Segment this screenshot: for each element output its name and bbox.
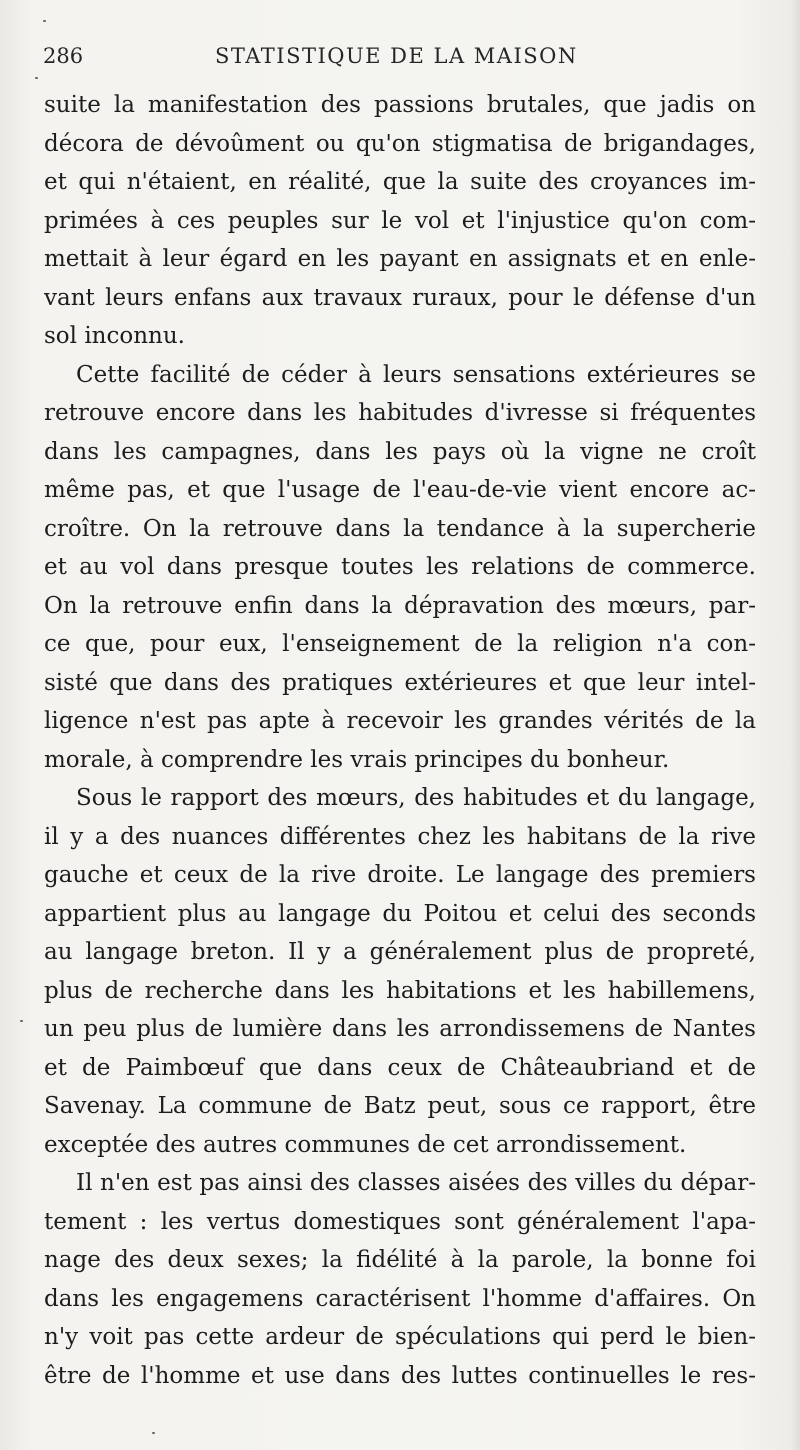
text-line: ligence n'est pas apte à recevoir les grandes vérités de la bbox=[44, 708, 756, 734]
text-line: mettait à leur égard en les payant en assignats et en enle- bbox=[44, 246, 756, 272]
ink-speck bbox=[43, 20, 46, 22]
text-line: gauche et ceux de la rive droite. Le langage des premiers bbox=[44, 862, 756, 888]
page-number: 286 bbox=[43, 44, 84, 68]
paragraph-first-line: Il n'en est pas ainsi des classes aisées des villes du dépar- bbox=[76, 1170, 756, 1196]
text-line: nage des deux sexes; la fidélité à la parole, la bonne foi bbox=[44, 1247, 756, 1273]
text-line: morale, à comprendre les vrais principes du bonheur. bbox=[44, 746, 670, 773]
text-line: sol inconnu. bbox=[44, 323, 185, 349]
ink-speck bbox=[35, 77, 38, 79]
text-line: suite la manifestation des passions brutales, que jadis on bbox=[44, 92, 756, 118]
text-line: être de l'homme et use dans des luttes continuelles le res- bbox=[44, 1362, 756, 1389]
text-line: un peu plus de lumière dans les arrondissemens de Nantes bbox=[44, 1016, 756, 1042]
ink-speck bbox=[20, 1020, 23, 1022]
running-head: STATISTIQUE DE LA MAISON bbox=[215, 44, 578, 68]
text-line: retrouve encore dans les habitudes d'ivresse si fréquentes bbox=[44, 400, 756, 426]
text-line: dans les campagnes, dans les pays où la vigne ne croît bbox=[44, 438, 756, 465]
text-line: exceptée des autres communes de cet arrondissement. bbox=[44, 1131, 687, 1158]
text-line: décora de dévoûment ou qu'on stigmatisa de brigandages, bbox=[44, 130, 756, 157]
text-line: On la retrouve enfin dans la dépravation des mœurs, par- bbox=[44, 592, 756, 619]
paragraph-first-line: Cette facilité de céder à leurs sensations extérieures se bbox=[76, 361, 756, 388]
text-line: croître. On la retrouve dans la tendance à la supercherie bbox=[44, 515, 756, 542]
text-line: primées à ces peuples sur le vol et l'injustice qu'on com- bbox=[44, 207, 756, 234]
paragraph-first-line: Sous le rapport des mœurs, des habitudes et du langage, bbox=[76, 785, 756, 811]
text-line: même pas, et que l'usage de l'eau-de-vie vient encore ac- bbox=[44, 477, 756, 503]
text-line: il y a des nuances différentes chez les habitans de la rive bbox=[44, 823, 756, 850]
text-line: et au vol dans presque toutes les relations de commerce. bbox=[44, 554, 756, 580]
text-line: Savenay. La commune de Batz peut, sous ce rapport, être bbox=[44, 1093, 756, 1119]
text-line: n'y voit pas cette ardeur de spéculations qui perd le bien- bbox=[44, 1324, 756, 1350]
text-line: et qui n'étaient, en réalité, que la suite des croyances im- bbox=[44, 169, 756, 195]
text-line: au langage breton. Il y a généralement plus de propreté, bbox=[44, 939, 756, 965]
text-line: vant leurs enfans aux travaux ruraux, pour le défense d'un bbox=[44, 284, 756, 311]
page-header bbox=[40, 40, 760, 76]
text-line: dans les engagemens caractérisent l'homme d'affaires. On bbox=[44, 1285, 756, 1312]
text-line: tement : les vertus domestiques sont généralement l'apa- bbox=[44, 1208, 756, 1235]
ink-speck bbox=[152, 1432, 155, 1434]
text-line: appartient plus au langage du Poitou et celui des seconds bbox=[44, 900, 756, 927]
text-line: ce que, pour eux, l'enseignement de la religion n'a con- bbox=[44, 631, 756, 657]
body-text bbox=[44, 86, 756, 1395]
page-edge-shadow bbox=[790, 0, 800, 1450]
text-line: et de Paimbœuf que dans ceux de Châteaubriand et de bbox=[44, 1054, 756, 1081]
text-line: plus de recherche dans les habitations et les habillemens, bbox=[44, 977, 756, 1004]
text-line: sisté que dans des pratiques extérieures et que leur intel- bbox=[44, 669, 756, 696]
